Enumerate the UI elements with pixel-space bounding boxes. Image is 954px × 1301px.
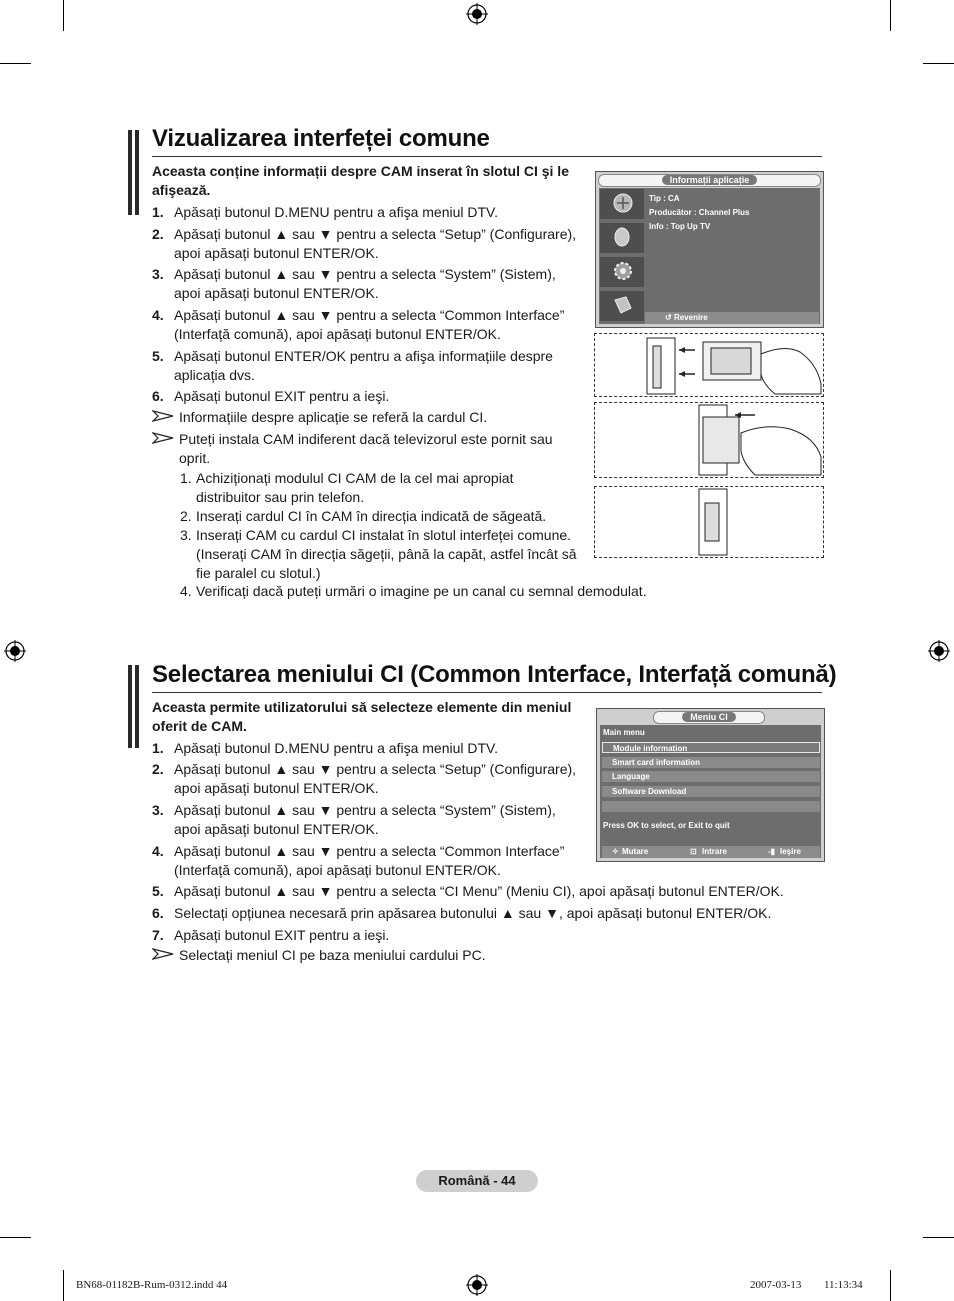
info-line: Info : Top Up TV	[649, 222, 711, 231]
registration-mark-icon	[928, 640, 950, 662]
file-slug: BN68-01182B-Rum-0312.indd 44	[76, 1279, 228, 1291]
screen-footer	[602, 846, 820, 858]
return-label[interactable]: Revenire	[673, 313, 708, 322]
registration-mark-icon	[466, 1274, 488, 1296]
section-marker	[128, 130, 144, 215]
info-line: Tip : CA	[649, 194, 680, 203]
ci-hint: Press OK to select, or Exit to quit	[603, 821, 730, 830]
ci-menu-item[interactable]: Software Download	[602, 786, 820, 797]
cam-illustration-2	[594, 402, 824, 478]
move-icon: ✧	[612, 847, 619, 856]
note-arrow-icon	[152, 948, 174, 960]
timestamp-slug: 2007-03-13 ￿￿ 11:13:34	[750, 1279, 863, 1291]
section-title: Selectarea meniului CI (Common Interface, Interfață comună)	[152, 661, 837, 688]
application-info-screen	[595, 171, 824, 328]
enter-icon: ⊡	[690, 847, 697, 856]
note-arrow-icon	[152, 410, 174, 422]
info-line: Producător : Channel Plus	[649, 208, 750, 217]
section-marker	[128, 665, 144, 748]
return-icon: ↺	[665, 313, 672, 322]
registration-mark-icon	[466, 3, 488, 25]
exit-label: Ieşire	[780, 847, 801, 856]
title-rule	[152, 692, 822, 693]
settings-icon	[612, 226, 634, 248]
gear-icon	[612, 260, 634, 282]
screen-header: Meniu CI	[653, 711, 765, 724]
screen-header: Informații aplicație	[598, 174, 821, 187]
screen-footer	[645, 312, 819, 324]
registration-mark-icon	[4, 640, 26, 662]
enter-label: Intrare	[702, 847, 727, 856]
ci-menu-item[interactable]: Language	[602, 771, 820, 782]
page-number: Română - 44	[416, 1170, 538, 1192]
satellite-icon	[612, 192, 634, 214]
ci-menu-item[interactable]: Module information	[602, 742, 820, 753]
exit-icon: -▮	[768, 847, 776, 856]
move-label: Mutare	[622, 847, 649, 856]
cam-illustration-3	[594, 486, 824, 558]
section-title: Vizualizarea interfeței comune	[152, 125, 490, 152]
ci-menu-empty-row	[602, 801, 820, 812]
ci-menu-screen	[596, 708, 825, 862]
section-intro: Aceasta conține informații despre CAM inserat în slotul CI şi le afişează.	[152, 163, 569, 198]
input-icon	[612, 294, 634, 316]
ci-menu-item[interactable]: Smart card information	[602, 757, 820, 768]
section-intro: Aceasta permite utilizatorului să selecteze elemente din meniul oferit de CAM.	[152, 699, 572, 734]
cam-illustration-1	[594, 333, 824, 397]
ci-main-menu-title: Main menu	[603, 728, 645, 737]
title-rule	[152, 156, 822, 157]
note-arrow-icon	[152, 432, 174, 444]
